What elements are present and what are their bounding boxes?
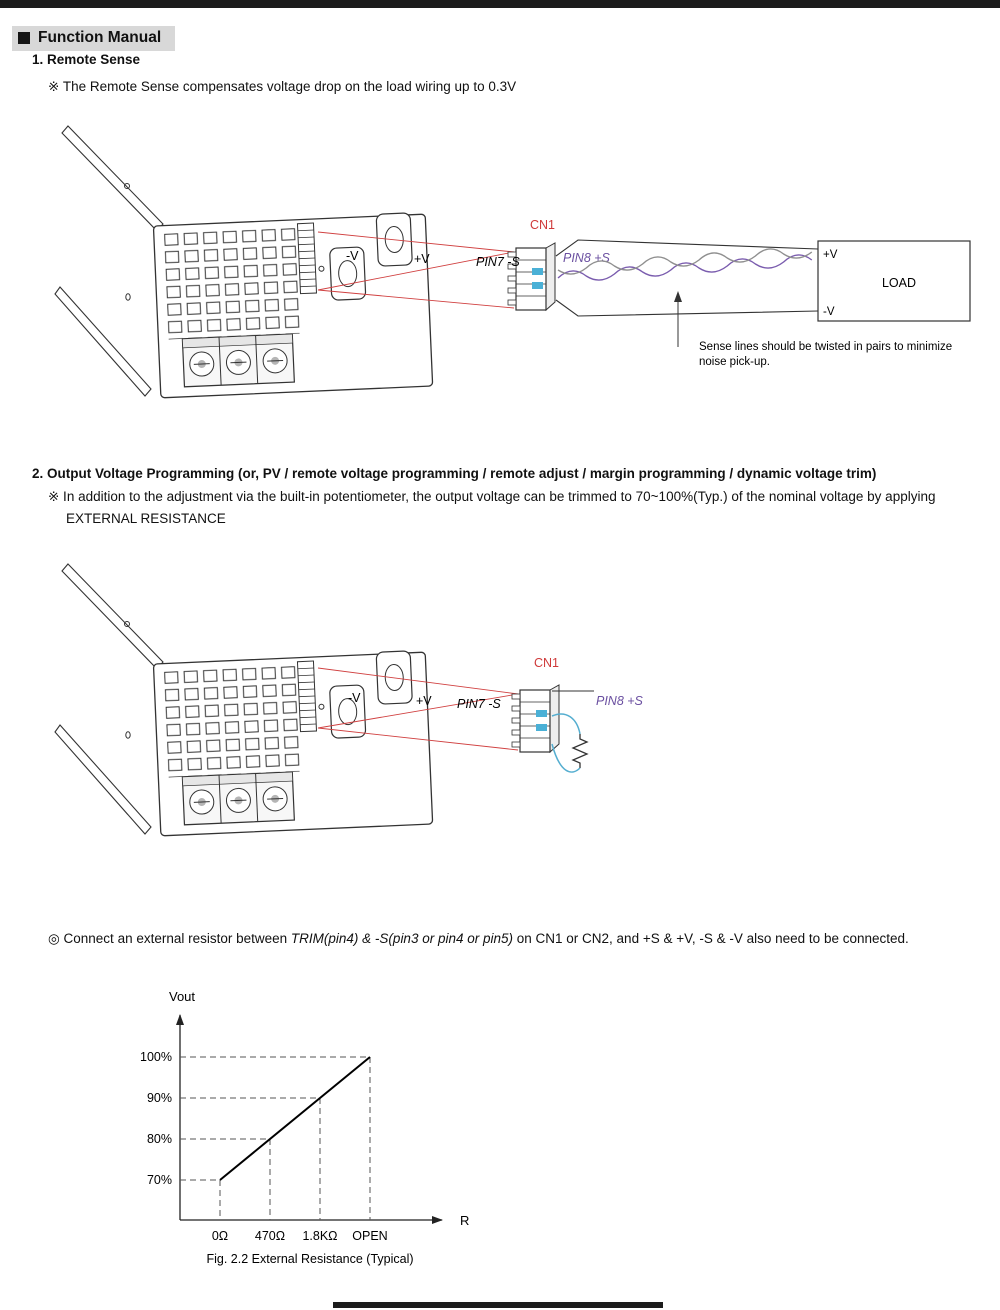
chart-caption: Fig. 2.2 External Resistance (Typical) [206, 1252, 414, 1266]
y-axis-arrow-icon [176, 1014, 184, 1025]
annotation-line1: Sense lines should be twisted in pairs to minimize [699, 341, 953, 353]
neg-v-label: -V [346, 249, 359, 263]
diagram-remote-sense [0, 110, 1000, 450]
y-tick-label: 70% [146, 1173, 172, 1187]
load-neg-label: -V [823, 306, 835, 318]
x-tick-label: 0Ω [211, 1229, 229, 1243]
load-box [818, 241, 970, 321]
pin8-pad [532, 282, 543, 289]
pin8-label: PIN8 +S [596, 694, 643, 708]
pin7-label: PIN7 -S [476, 255, 520, 269]
up-arrow-icon [674, 291, 682, 302]
cn1-label: CN1 [530, 218, 556, 232]
external-resistor-note [48, 931, 909, 947]
y-tick-label: 80% [146, 1132, 172, 1146]
y-tick-label: 90% [146, 1091, 172, 1105]
x-tick-label: 1.8KΩ [302, 1229, 338, 1243]
psu-drawing [55, 126, 433, 398]
page-top-rule [0, 0, 1000, 8]
section2-note-line1: ※ In addition to the adjustment via the built-in potentiometer, the output voltage can be trimmed to 70~100%(Typ.) of the nominal voltage by applying [48, 489, 936, 504]
pin7-pad [536, 710, 547, 717]
square-bullet-icon [18, 32, 30, 44]
pos-v-label: +V [416, 694, 432, 708]
external-resistance-chart [70, 985, 500, 1285]
blue-wire-bottom [552, 744, 580, 772]
section2-title: 2. Output Voltage Programming (or, PV / remote voltage programming / remote adjust / margin programming / dynamic voltage trim) [32, 466, 877, 481]
y-tick-label: 100% [140, 1050, 172, 1064]
neg-v-label: -V [348, 691, 361, 705]
section-header [12, 26, 175, 51]
chart-xlabel: R [460, 1213, 470, 1228]
x-tick-label: 470Ω [254, 1229, 286, 1243]
section2-note-line2: EXTERNAL RESISTANCE [66, 511, 226, 526]
cn1-connector [508, 243, 555, 310]
x-tick-label: OPEN [352, 1229, 388, 1243]
page-title: Function Manual [38, 29, 162, 46]
psu-drawing [55, 564, 433, 836]
pin7-pad [532, 268, 543, 275]
pin8-label: PIN8 +S [563, 251, 610, 265]
section1-title: 1. Remote Sense [32, 52, 141, 67]
annotation-line2: noise pick-up. [699, 356, 770, 368]
note-prefix: ◎ Connect an external resistor between [48, 931, 291, 946]
section1-note: ※ The Remote Sense compensates voltage drop on the load wiring up to 0.3V [48, 79, 517, 94]
x-axis-arrow-icon [432, 1216, 443, 1224]
pin8-pad [536, 724, 547, 731]
pos-v-label: +V [414, 252, 430, 266]
load-pos-label: +V [823, 249, 838, 261]
diagram-voltage-trim [0, 550, 1000, 890]
data-line [220, 1057, 370, 1180]
load-label: LOAD [881, 276, 917, 290]
resistor-symbol [573, 734, 587, 768]
note-suffix: on CN1 or CN2, and +S & +V, -S & -V also need to be connected. [513, 931, 909, 946]
chart-ylabel: Vout [168, 989, 196, 1004]
cn1-connector [512, 685, 559, 752]
page-bottom-rule [333, 1302, 663, 1308]
cn1-label: CN1 [534, 656, 560, 670]
pin7-label: PIN7 -S [457, 697, 501, 711]
note-italic: TRIM(pin4) & -S(pin3 or pin4 or pin5) [290, 931, 514, 946]
